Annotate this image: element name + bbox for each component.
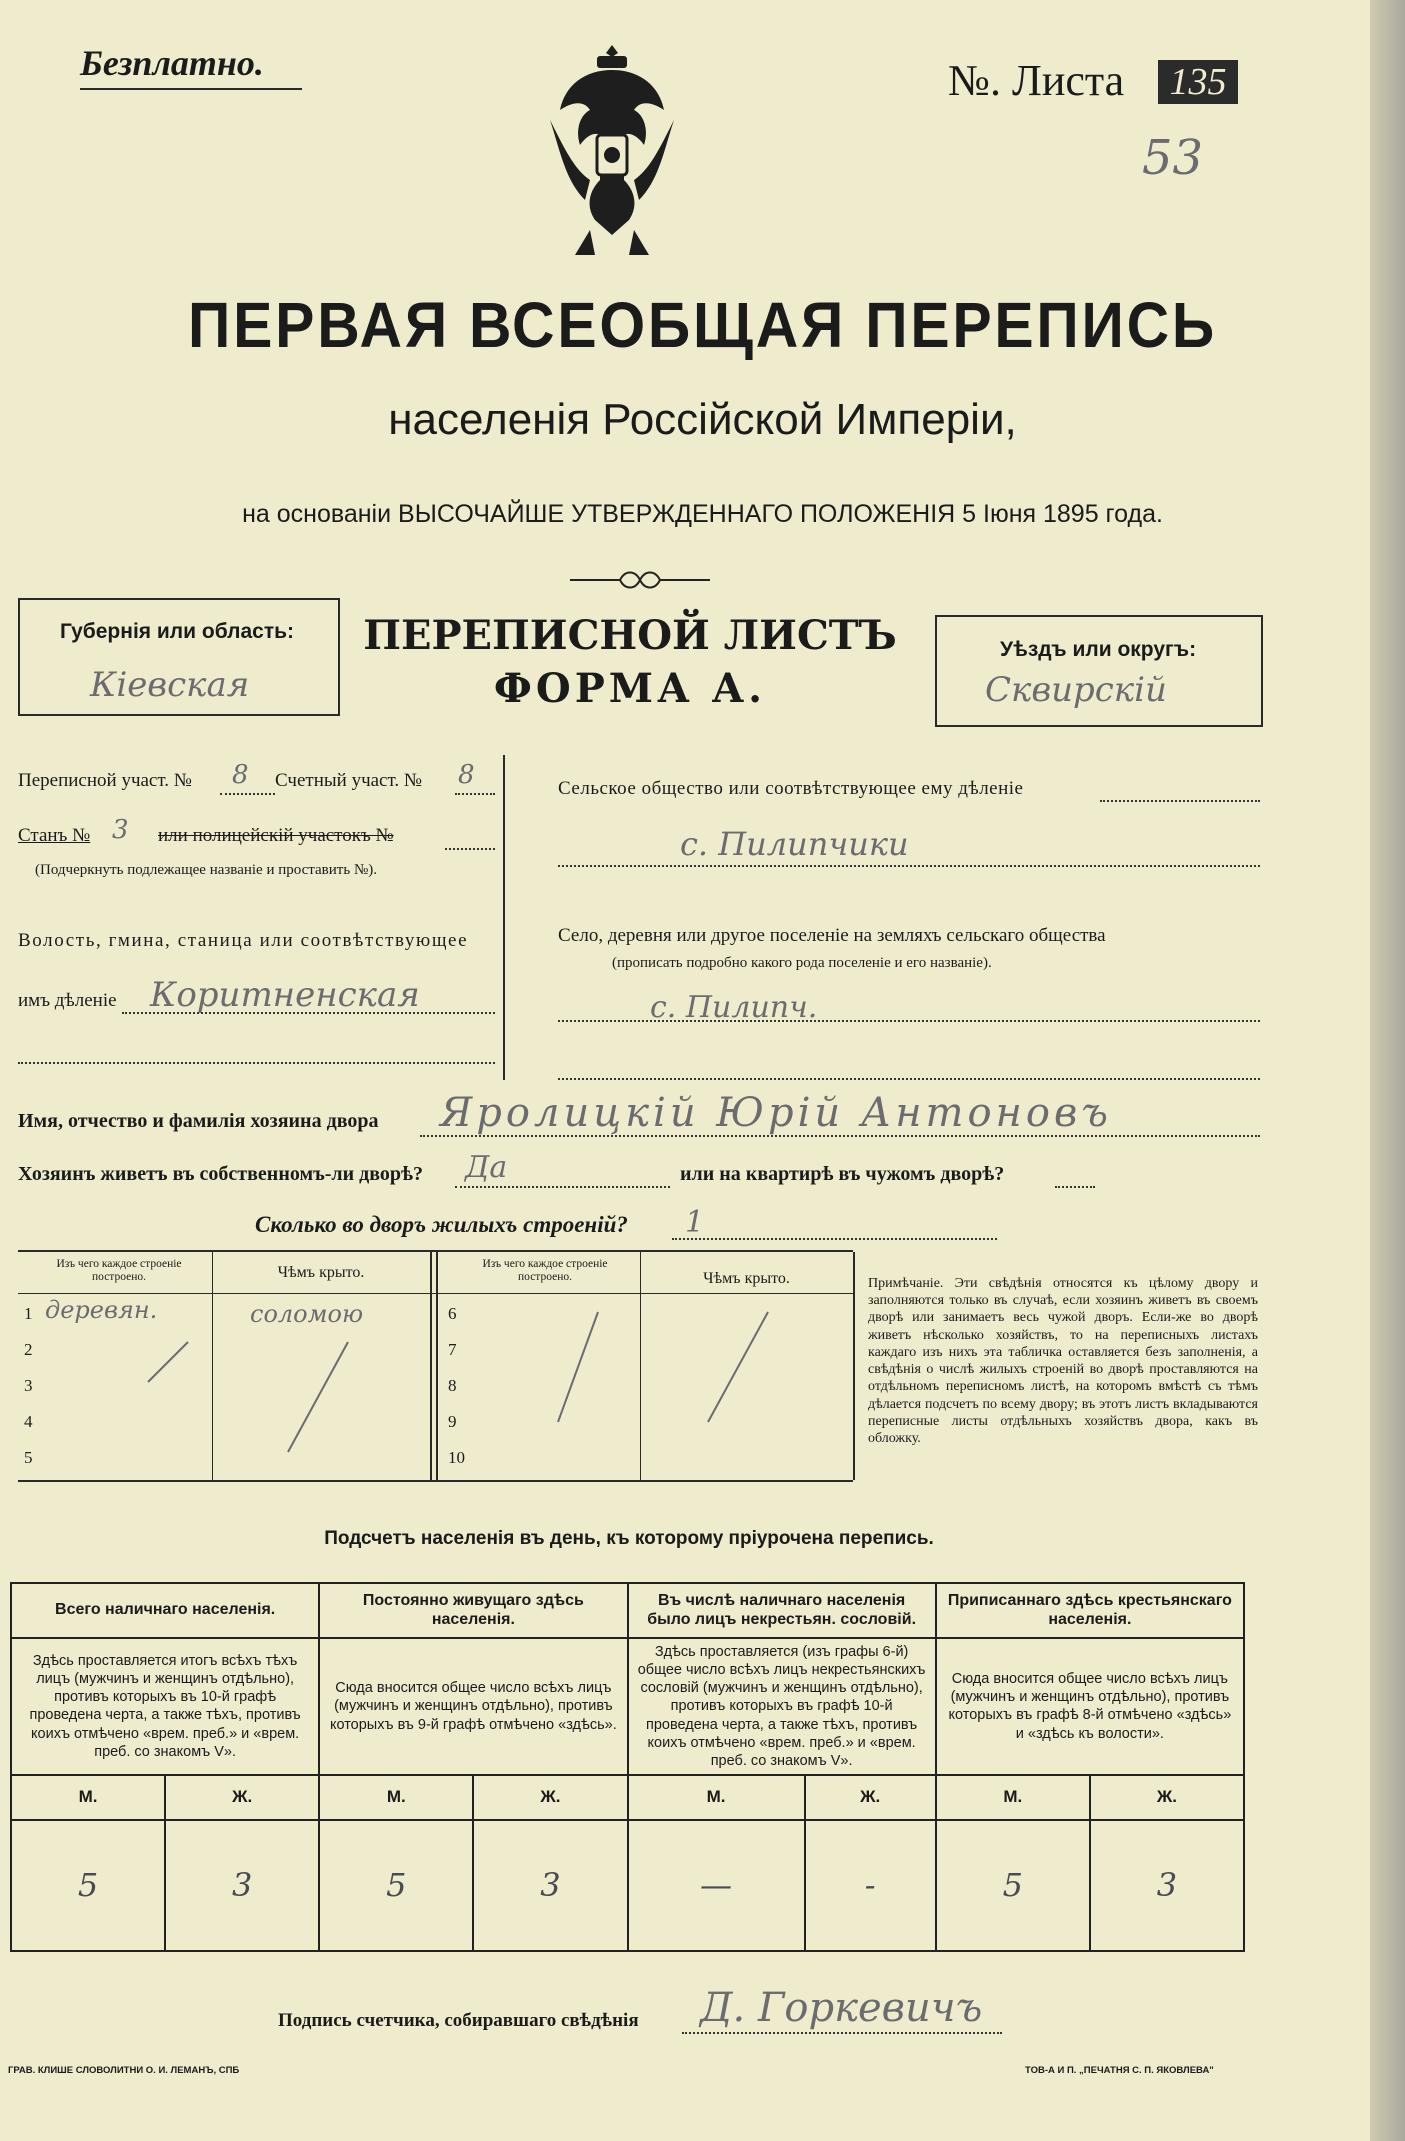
permanent-z-value: 3 <box>473 1820 627 1951</box>
owner-value: Яролицкій Юрій Антоновъ <box>440 1090 1112 1136</box>
lives-rest: или на квартирѣ въ чужомъ дворѣ? <box>680 1163 1005 1185</box>
row-number: 7 <box>448 1340 457 1359</box>
row-number: 4 <box>24 1412 33 1431</box>
m-header: М. <box>11 1775 165 1820</box>
owner-label: Имя, отчество и фамилія хозяина двора <box>18 1110 379 1132</box>
right-col1-header: Изъ чего каждое строеніе построено. <box>482 1258 608 1283</box>
row-number: 3 <box>24 1376 33 1395</box>
uezd-value: Сквирскій <box>985 670 1167 710</box>
registered-z-value: 3 <box>1090 1820 1244 1951</box>
signature-value: Д. Горкевичъ <box>700 1985 983 2031</box>
row-number: 8 <box>448 1376 457 1395</box>
field-divider <box>503 755 505 1080</box>
permanent-m-value: 5 <box>319 1820 473 1951</box>
sheet-number-label: №. Листа <box>948 56 1125 105</box>
row-number: 5 <box>24 1448 33 1467</box>
ornament-icon <box>560 565 720 595</box>
left-col1-header: Изъ чего каждое строеніе построено. <box>56 1258 182 1283</box>
free-underline <box>80 88 302 90</box>
selo-value: с. Пилипч. <box>650 990 818 1025</box>
selo-label: Село, деревня или другое поселеніе на земляхъ сельскаго общества <box>558 925 1106 946</box>
total-z-value: 3 <box>165 1820 319 1951</box>
perepisnoi-label: Переписной участ. № <box>18 770 192 791</box>
row-number: 10 <box>448 1448 465 1467</box>
col-header-total: Всего наличнаго населенія. <box>11 1583 319 1638</box>
z-header: Ж. <box>165 1775 319 1820</box>
sheet-number-handwritten: 53 <box>1142 130 1204 186</box>
population-table <box>10 1582 1245 1952</box>
selskoe-label: Сельское общество или соотвѣтствующее ему дѣленіе <box>558 778 1024 799</box>
row-number: 6 <box>448 1304 457 1323</box>
stan-note: (Подчеркнуть подлежащее названіе и проставить №). <box>35 862 377 878</box>
right-col2-header: Чѣмъ крыто. <box>703 1270 790 1287</box>
stan-label: Станъ № <box>18 825 91 846</box>
form-title: ПЕРЕПИСНОЙ ЛИСТЪ <box>363 612 897 659</box>
sheet-number-value: 135 <box>1158 60 1238 104</box>
buildings-value: 1 <box>685 1205 705 1240</box>
col-header-non-peasant: Въ числѣ наличнаго населенія было лицъ некрестьян. сословій. <box>628 1583 936 1638</box>
volost-label-2: имъ дѣленіе <box>18 990 117 1011</box>
z-header: Ж. <box>1090 1775 1244 1820</box>
page-edge <box>1370 0 1405 2141</box>
lives-label: Хозяинъ живетъ въ собственномъ-ли дворѣ? <box>18 1163 424 1185</box>
signature-label: Подпись счетчика, собиравшаго свѣдѣнія <box>278 2010 639 2031</box>
schetny-value: 8 <box>458 760 475 790</box>
z-header: Ж. <box>473 1775 627 1820</box>
row-number: 9 <box>448 1412 457 1431</box>
total-m-value: 5 <box>11 1820 165 1951</box>
non-peasant-m-value: — <box>628 1820 805 1951</box>
non-peasant-z-value: - <box>805 1820 936 1951</box>
registered-m-value: 5 <box>936 1820 1090 1951</box>
m-header: М. <box>936 1775 1090 1820</box>
selskoe-value: с. Пилипчики <box>680 825 909 863</box>
gubernia-value: Кіевская <box>90 665 250 705</box>
m-header: М. <box>628 1775 805 1820</box>
left-col2-header: Чѣмъ крыто. <box>277 1264 365 1281</box>
buildings-note: Примѣчаніе. Эти свѣдѣнія относятся къ цѣлому двору и заполняются только въ случаѣ, если хозяинъ живетъ въ своемъ дворѣ или занимаетъ весь чужой дворъ. Если-же во дворѣ живетъ нѣсколько хозяйствъ, то на переписныхъ листахъ каждаго изъ нихъ эта табличка оставляется безъ заполненія, а свѣдѣнія о числѣ жилыхъ строеній во дворѣ проставляются на отдѣльномъ переписномъ листѣ, на которомъ вмѣстѣ съ тѣмъ дѣлается подсчетъ по всему двору; въ этотъ листъ вкладываются переписные листы отдѣльныхъ хозяйствъ двора, какъ въ обложку. <box>868 1276 1258 1446</box>
page-title: ПЕРВАЯ ВСЕОБЩАЯ ПЕРЕПИСЬ <box>188 289 1217 361</box>
stan-rest: или полицейскій участокъ № <box>158 825 394 846</box>
col-desc-registered: Сюда вносится общее число всѣхъ лицъ (мужчинъ и женщинъ отдѣльно), противъ которыхъ въ графѣ 8-й отмѣчено «здѣсь» и «здѣсь къ волости». <box>936 1638 1244 1775</box>
lives-value: Да <box>465 1150 508 1185</box>
m-header: М. <box>319 1775 473 1820</box>
z-header: Ж. <box>805 1775 936 1820</box>
form-subtitle: ФОРМА А. <box>493 665 767 712</box>
buildings-label: Сколько во дворъ жилыхъ строеній? <box>255 1212 628 1237</box>
col-header-registered: Приписаннаго здѣсь крестьянскаго населенія. <box>936 1583 1244 1638</box>
row-number: 2 <box>24 1340 33 1359</box>
row1-roof: соломою <box>250 1300 364 1328</box>
col-desc-permanent: Сюда вносится общее число всѣхъ лицъ (мужчинъ и женщинъ отдѣльно), противъ которыхъ въ 9-й графѣ отмѣчено «здѣсь». <box>319 1638 627 1775</box>
row1-material: деревян. <box>45 1296 158 1324</box>
population-caption: Подсчетъ населенія въ день, къ которому пріурочена перепись. <box>324 1528 934 1549</box>
gubernia-label: Губернія или область: <box>60 620 295 643</box>
selo-note: (прописать подробно какого рода поселеніе и его названіе). <box>612 955 992 971</box>
stan-value: 3 <box>112 815 129 845</box>
col-desc-non-peasant: Здѣсь проставляется (изъ графы 6-й) общее число всѣхъ лицъ некрестьянскихъ сословій (мужчинъ и женщинъ отдѣльно), противъ которыхъ въ графѣ 10-й проведена черта, а также тѣхъ, противъ коихъ отмѣчено «врем. преб.» и «врем. преб. со знакомъ V». <box>628 1638 936 1775</box>
strike-lines <box>18 1252 853 1480</box>
free-label: Безплатно. <box>80 43 264 83</box>
printer-left: ГРАВ. КЛИШЕ СЛОВОЛИТНИ О. И. ЛЕМАНЪ, СПБ <box>8 2065 240 2076</box>
volost-value: Коритненская <box>150 975 420 1015</box>
schetny-label: Счетный участ. № <box>275 770 422 791</box>
double-headed-eagle-icon <box>545 40 680 265</box>
volost-label: Волость, гмина, станица или соотвѣтствующее <box>18 930 469 951</box>
printer-right: ТОВ-А И П. „ПЕЧАТНЯ С. П. ЯКОВЛЕВА" <box>1025 2065 1214 2076</box>
perepisnoi-value: 8 <box>232 760 249 790</box>
col-desc-total: Здѣсь проставляется итогъ всѣхъ тѣхъ лицъ (мужчинъ и женщинъ отдѣльно), противъ которыхъ въ 10-й графѣ проведена черта, а также тѣхъ, противъ коихъ отмѣчено «врем. преб.» и «врем. преб. со знакомъ V». <box>11 1638 319 1775</box>
page-subtitle: населенія Россійской Имперіи, <box>388 395 1017 444</box>
col-header-permanent: Постоянно живущаго здѣсь населенія. <box>319 1583 627 1638</box>
row-number: 1 <box>24 1304 33 1323</box>
uezd-label: Уѣздъ или округъ: <box>1000 638 1197 661</box>
decree-line: на основаніи ВЫСОЧАЙШЕ УТВЕРЖДЕННАГО ПОЛОЖЕНІЯ 5 Іюня 1895 года. <box>242 500 1163 528</box>
